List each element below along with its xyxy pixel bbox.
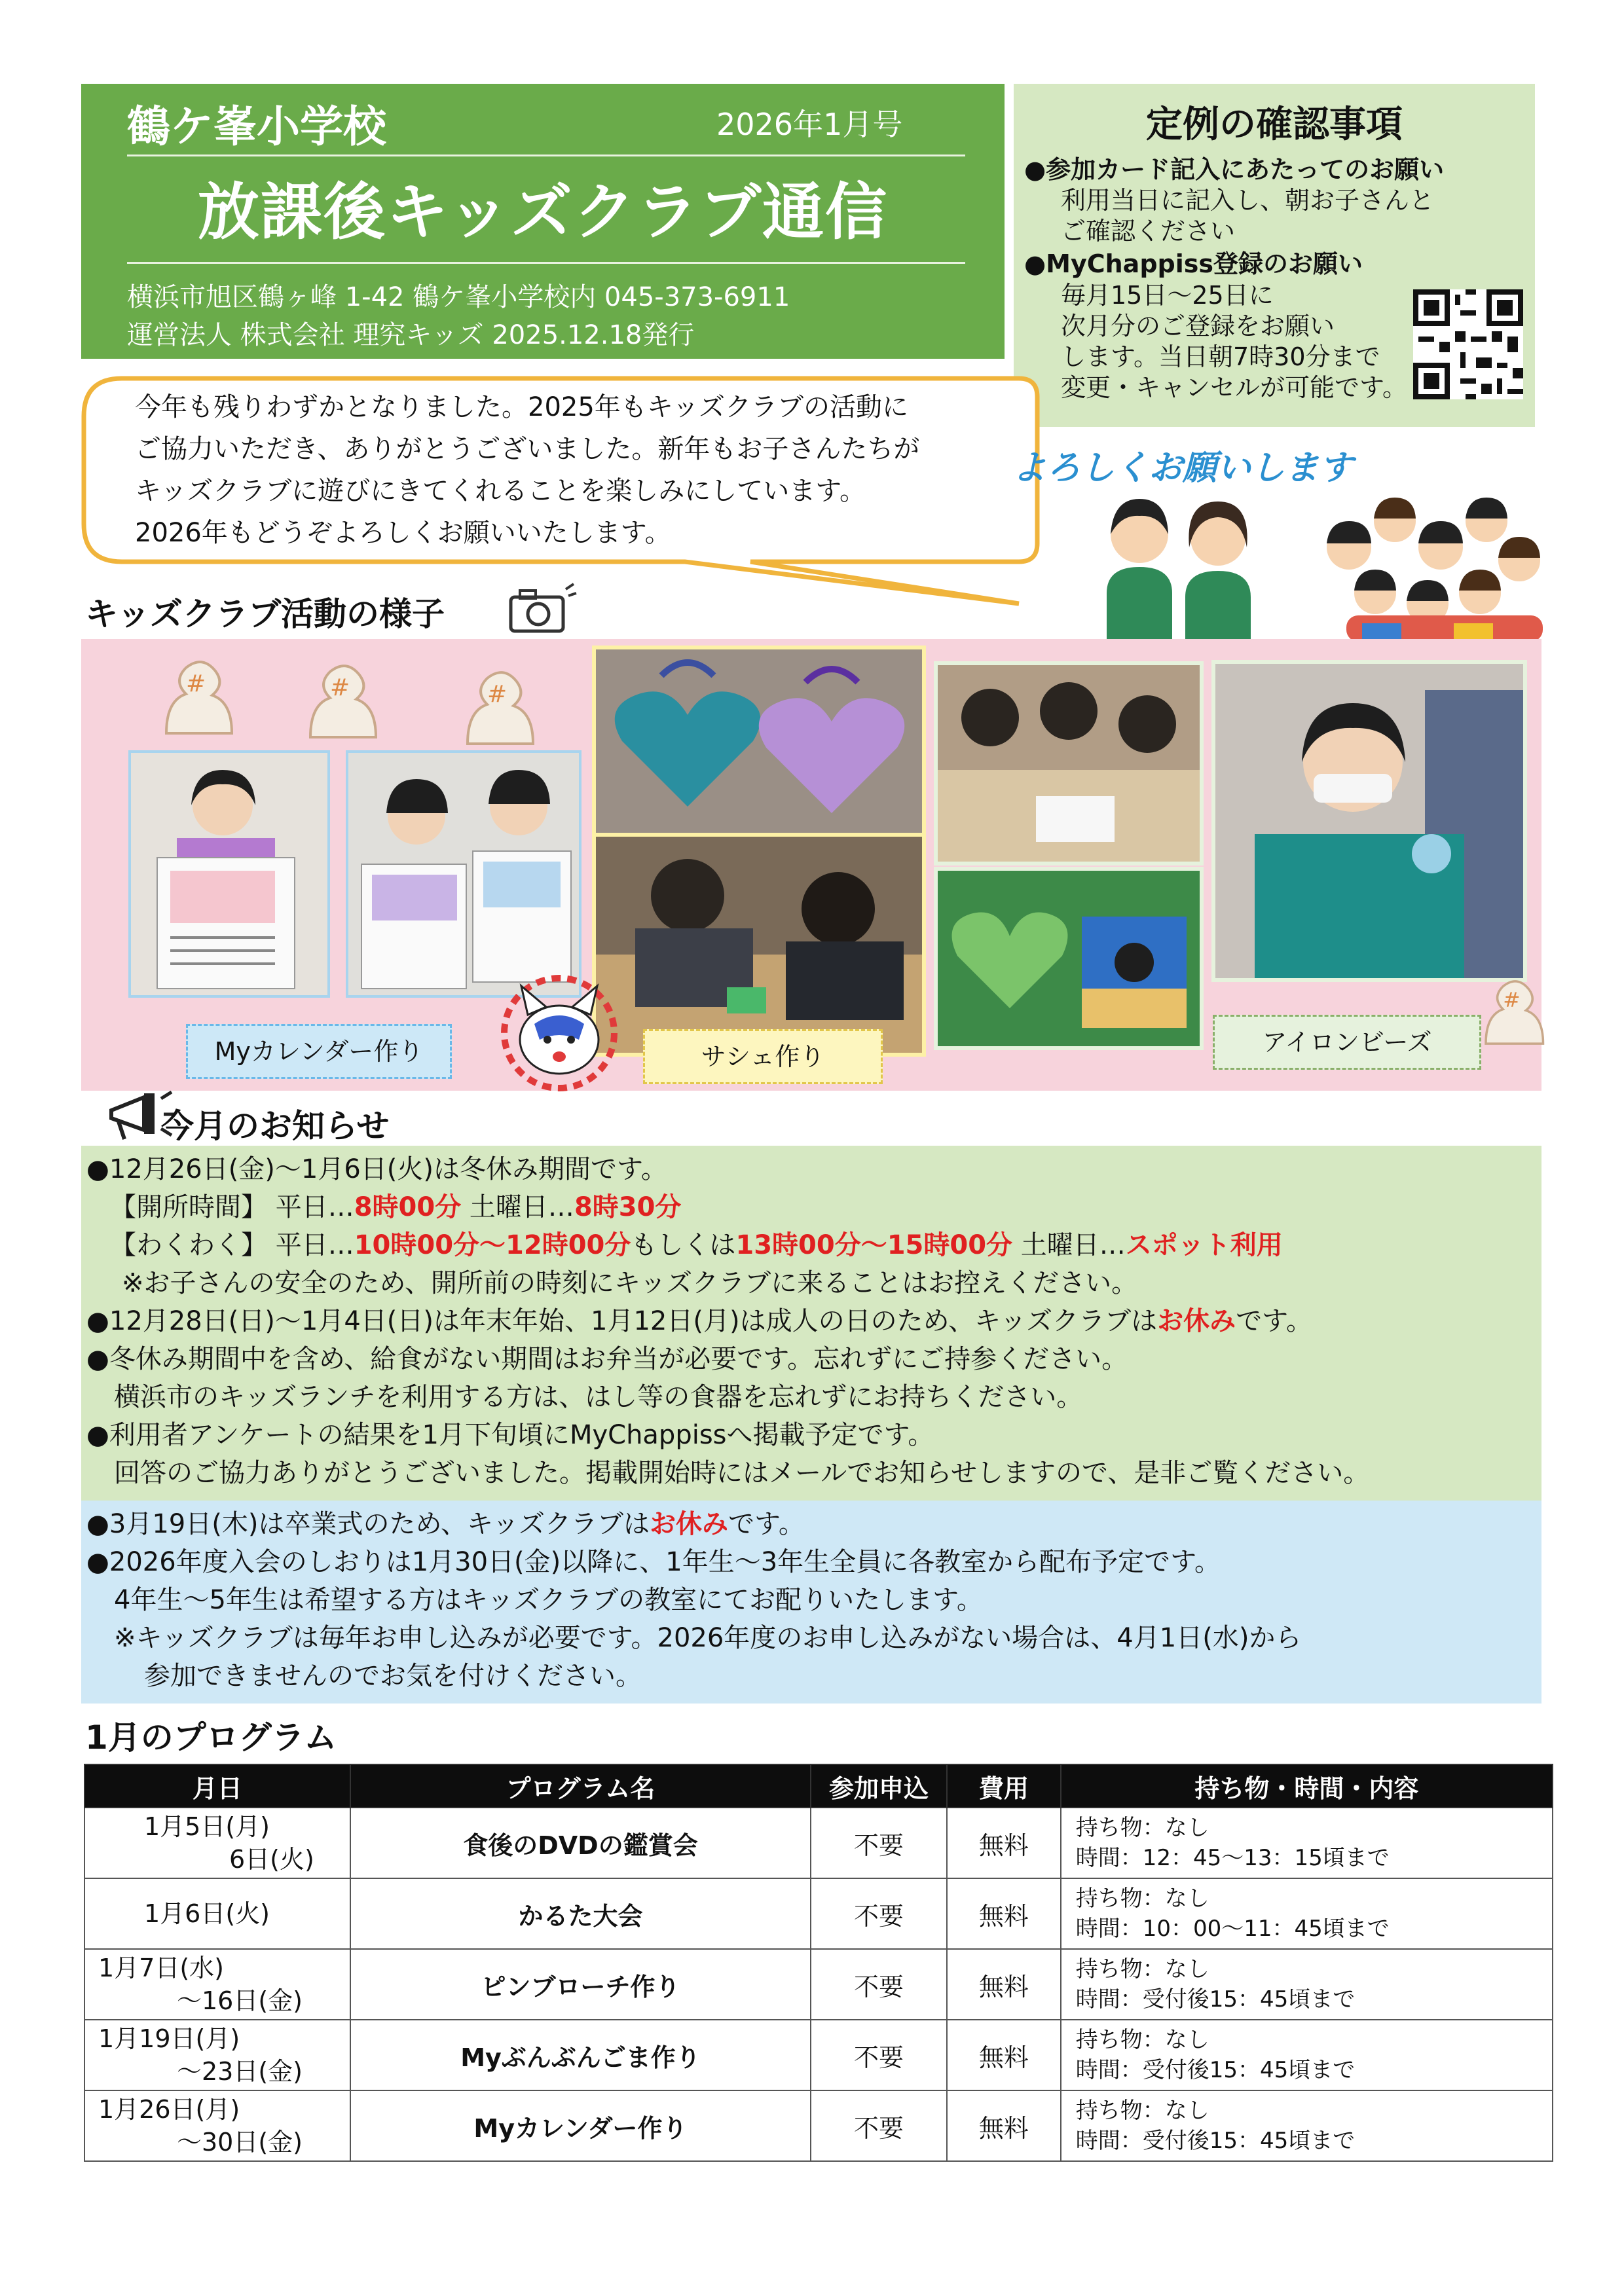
date-cell: 1月6日(火)	[84, 1878, 350, 1949]
activity-title: キッズクラブ活動の様子	[85, 595, 445, 633]
address: 横浜市旭区鶴ヶ峰 1-42 鶴ケ峯小学校内 045-373-6911	[127, 282, 790, 312]
fee-cell: 無料	[947, 1878, 1061, 1949]
notice-line: ●利用者アンケートの結果を1月下旬頃にMyChappissへ掲載予定です。	[86, 1420, 934, 1450]
notice-line: 参加できませんのでお気を付けください。	[144, 1661, 642, 1691]
apply-cell: 不要	[811, 2090, 947, 2161]
photo-sachet-hearts	[592, 646, 926, 837]
notice-line: ●12月26日(金)～1月6日(火)は冬休み期間です。	[86, 1154, 667, 1184]
apply-cell: 不要	[811, 2020, 947, 2090]
program-table	[84, 1764, 1553, 2162]
program-name-cell: かるた大会	[350, 1878, 811, 1949]
stamp-icon	[284, 652, 389, 750]
date-cell: 1月19日(月) ～23日(金)	[84, 2020, 350, 2090]
program-name-cell: Myカレンダー作り	[350, 2090, 811, 2161]
table-header-row	[84, 1764, 1553, 1808]
header-divider	[127, 262, 965, 264]
apply-cell: 不要	[811, 1878, 947, 1949]
items-cell: 持ち物：なし 時間：受付後15：45頃まで	[1061, 2090, 1553, 2161]
notice-line: ●12月28日(日)～1月4日(日)は年末年始、1月12日(月)は成人の日のため、キッズクラブはお休みです。	[86, 1306, 1312, 1336]
fee-cell: 無料	[947, 1808, 1061, 1878]
newsletter-title: 放課後キッズクラブ通信	[197, 177, 889, 248]
school-name: 鶴ケ峯小学校	[127, 101, 386, 152]
notice-line: 【わくわく】 平日…10時00分～12時00分もしくは13時00分～15時00分 土曜日…スポット利用	[110, 1230, 1283, 1260]
caption-iron-beads: アイロンビーズ	[1213, 1015, 1481, 1070]
items-cell: 持ち物：なし 時間：12：45～13：15頃まで	[1061, 1808, 1553, 1878]
notice-line: ●2026年度入会のしおりは1月30日(金)以降に、1年生～3年生全員に各教室から配布予定です。	[86, 1547, 1221, 1577]
greeting-text: 今年も残りわずかとなりました。2025年もキッズクラブの活動に	[135, 392, 908, 422]
items-cell: 持ち物：なし 時間：受付後15：45頃まで	[1061, 2020, 1553, 2090]
camera-icon	[506, 583, 578, 635]
fee-cell: 無料	[947, 2020, 1061, 2090]
table-row	[84, 2020, 1553, 2090]
table-row	[84, 1878, 1553, 1949]
column-header-apply: 参加申込	[811, 1764, 947, 1808]
table-row	[84, 1949, 1553, 2020]
photo-calendar-girl	[128, 750, 330, 998]
svg-text:#: #	[1503, 989, 1521, 1013]
qr-code-icon[interactable]	[1413, 289, 1523, 399]
svg-text:#: #	[186, 670, 206, 697]
program-name-cell: Myぶんぶんごま作り	[350, 2020, 811, 2090]
photo-iron-beads-items	[934, 867, 1204, 1050]
notice-title: 今月のお知らせ	[161, 1107, 390, 1145]
greeting-text: ご協力いただき、ありがとうございました。新年もお子さんたちが	[135, 434, 920, 464]
date-cell: 1月26日(月) ～30日(金)	[84, 2090, 350, 2161]
staff-illustration	[1107, 499, 1251, 639]
notice-line: 回答のご協力ありがとうございました。掲載開始時にはメールでお知らせしますので、是非ご覧ください。	[114, 1458, 1370, 1488]
issue-label: 2026年1月号	[716, 107, 903, 142]
notice-line: ●3月19日(木)は卒業式のため、キッズクラブはお休みです。	[86, 1509, 805, 1539]
items-cell: 持ち物：なし 時間：10：00～11：45頃まで	[1061, 1878, 1553, 1949]
rules-title: 定例の確認事項	[1146, 103, 1403, 146]
caption-calendar: Myカレンダー作り	[186, 1024, 452, 1079]
greeting-text: 2026年もどうぞよろしくお願いいたします。	[135, 518, 671, 548]
rule-text: 毎月15日～25日に	[1061, 281, 1274, 310]
fee-cell: 無料	[947, 1949, 1061, 2020]
table-row	[84, 2090, 1553, 2161]
children-illustration	[1327, 498, 1543, 643]
rule-text: 利用当日に記入し、朝お子さんと	[1061, 186, 1435, 215]
notice-line: ※キッズクラブは毎年お申し込みが必要です。2026年度のお申し込みがない場合は、4月1日(水)から	[114, 1623, 1302, 1653]
rule-text: ご確認ください	[1061, 217, 1236, 246]
program-title: 1月のプログラム	[85, 1719, 337, 1757]
notice-line: 4年生～5年生は希望する方はキッズクラブの教室にてお配りいたします。	[114, 1585, 983, 1615]
apply-cell: 不要	[811, 1949, 947, 2020]
publisher: 運営法人 株式会社 理究キッズ 2025.12.18発行	[127, 320, 695, 350]
notice-line: 【開所時間】 平日…8時00分 土曜日…8時30分	[110, 1192, 682, 1222]
table-row	[84, 1808, 1553, 1878]
staff-and-children-illustration	[1087, 475, 1559, 646]
rule-text: 変更・キャンセルが可能です。	[1061, 373, 1407, 402]
photo-iron-beads-boy	[1211, 660, 1527, 982]
activity-photos-panel	[81, 639, 1541, 1091]
greeting-text: キッズクラブに遊びにきてくれることを楽しみにしています。	[135, 476, 866, 506]
lucky-dog-icon	[487, 961, 631, 1092]
rule-text: 次月分のご登録をお願い	[1061, 312, 1335, 340]
newsletter-header	[81, 84, 1005, 359]
svg-text:#: #	[330, 674, 350, 701]
rules-box	[1014, 84, 1535, 427]
date-cell: 1月7日(水) ～16日(金)	[84, 1949, 350, 2020]
rule-heading: ●MyChappiss登録のお願い	[1024, 249, 1363, 278]
fee-cell: 無料	[947, 2090, 1061, 2161]
greeting-banner: よろしくお願いします	[1012, 448, 1354, 488]
photo-iron-beads-working	[934, 661, 1204, 866]
header-divider	[127, 155, 965, 156]
notice-line: ※お子さんの安全のため、開所前の時刻にキッズクラブに来ることはお控えください。	[122, 1268, 1138, 1298]
program-name-cell: ピンブローチ作り	[350, 1949, 811, 2020]
items-cell: 持ち物：なし 時間：受付後15：45頃まで	[1061, 1949, 1553, 2020]
notice-line: 横浜市のキッズランチを利用する方は、はし等の食器を忘れずにお持ちください。	[114, 1382, 1083, 1412]
column-header-program: プログラム名	[350, 1764, 811, 1808]
program-name-cell: 食後のDVDの鑑賞会	[350, 1808, 811, 1878]
photo-sachet-making	[592, 833, 926, 1057]
date-cell: 1月5日(月) 6日(火)	[84, 1808, 350, 1878]
notice-panel-green	[81, 1146, 1541, 1501]
rule-text: します。当日朝7時30分まで	[1061, 342, 1380, 371]
apply-cell: 不要	[811, 1808, 947, 1878]
column-header-items: 持ち物・時間・内容	[1061, 1764, 1553, 1808]
notice-line: ●冬休み期間中を含め、給食がない期間はお弁当が必要です。忘れずにご持参ください。	[86, 1344, 1128, 1374]
stamp-icon	[441, 659, 546, 757]
column-header-date: 月日	[84, 1764, 350, 1808]
notice-panel-blue	[81, 1501, 1541, 1704]
caption-sachet: サシェ作り	[643, 1029, 883, 1084]
stamp-icon	[140, 648, 245, 746]
svg-text:#: #	[487, 681, 507, 708]
rule-heading: ●参加カード記入にあたってのお願い	[1024, 155, 1445, 184]
column-header-fee: 費用	[947, 1764, 1061, 1808]
